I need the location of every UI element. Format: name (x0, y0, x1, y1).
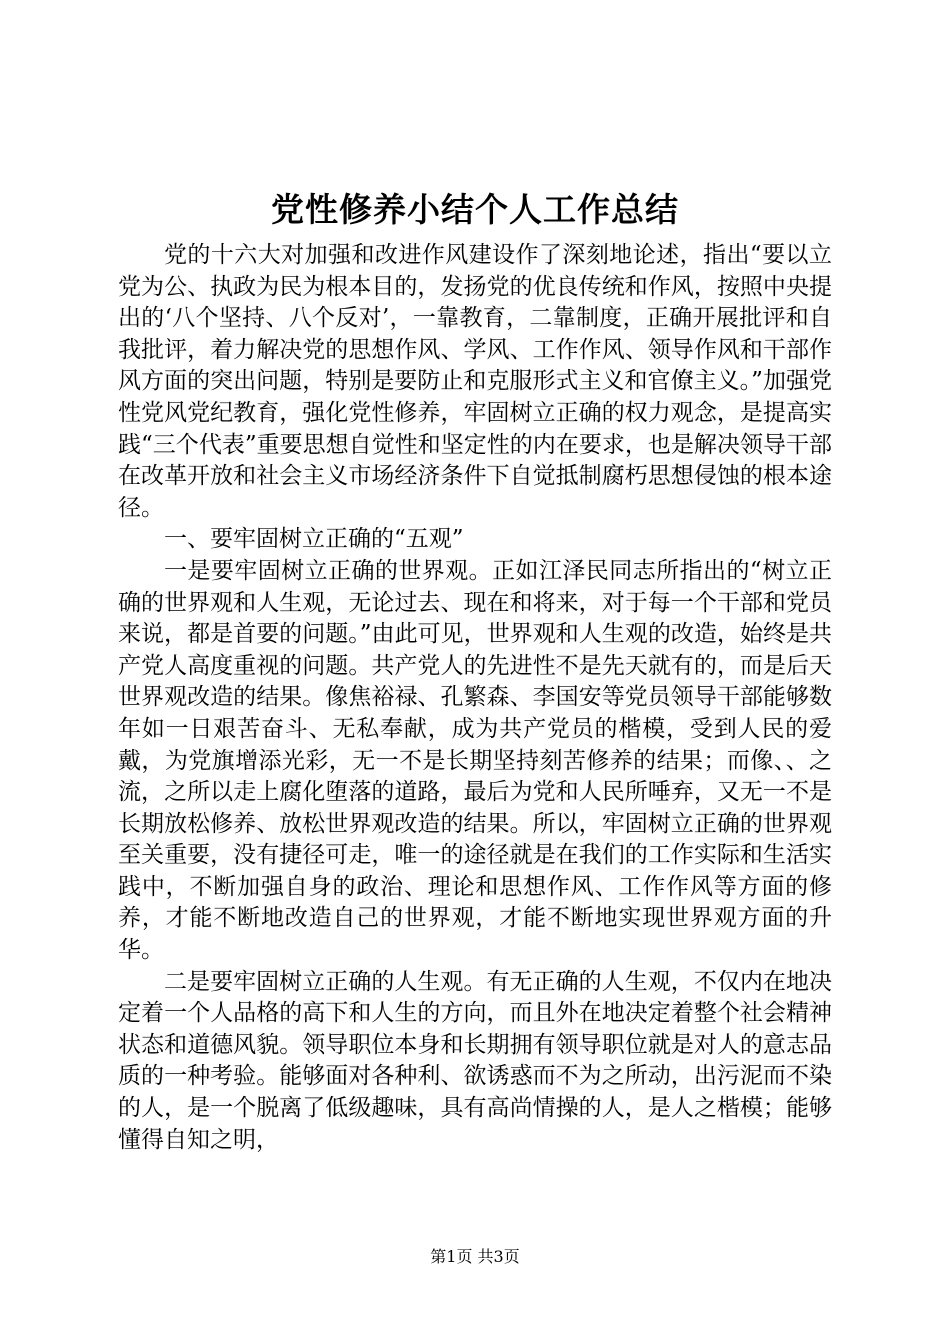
document-title: 党性修养小结个人工作总结 (271, 190, 679, 229)
section-heading-five-views: 一、要牢固树立正确的“五观” (164, 526, 464, 553)
paragraph-life-view: 二是要牢固树立正确的人生观。有无正确的人生观，不仅内在地决定着一个人品格的高下和人生的方向，而且外在地决定着整个社会精神状态和道德风貌。领导职位本身和长期拥有领导职位就是对人的意志品质的一种考验。能够面对各种利、欲诱惑而不为之所动，出污泥而不染的人，是一个脱离了低级趣味，具有高尚情操的人，是人之楷模；能够懂得自知之明， (118, 968, 832, 1153)
paragraph-world-view: 一是要牢固树立正确的世界观。正如江泽民同志所指出的“树立正确的世界观和人生观，无论过去、现在和将来，对于每一个干部和党员来说，都是首要的问题。”由此可见，世界观和人生观的改造，始终是共产党人高度重视的问题。共产党人的先进性不是先天就有的，而是后天世界观改造的结果。像焦裕禄、孔繁森、李国安等党员领导干部能够数年如一日艰苦奋斗、无私奉献，成为共产党员的楷模，受到人民的爱戴，为党旗增添光彩，无一不是长期坚持刻苦修养的结果；而像、、之流，之所以走上腐化堕落的道路，最后为党和人民所唾弃，又无一不是长期放松修养、放松世界观改造的结果。所以，牢固树立正确的世界观至关重要，没有捷径可走，唯一的途径就是在我们的工作实际和生活实践中，不断加强自身的政治、理论和思想作风、工作作风等方面的修养，才能不断地改造自己的世界观，才能不断地实现世界观方面的升华。 (118, 557, 832, 964)
paragraph-intro: 党的十六大对加强和改进作风建设作了深刻地论述，指出“要以立党为公、执政为民为根本目的，发扬党的优良传统和作风，按照中央提出的‘八个坚持、八个反对’，一靠教育，二靠制度，正确开展批评和自我批评，着力解决党的思想作风、学风、工作作风、领导作风和干部作风方面的突出问题，特别是要防止和克服形式主义和官僚主义。”加强党性党风党纪教育，强化党性修养，牢固树立正确的权力观念，是提高实践“三个代表”重要思想自觉性和坚定性的内在要求，也是解决领导干部在改革开放和社会主义市场经济条件下自觉抵制腐朽思想侵蚀的根本途径。 (118, 242, 832, 521)
page-footer: 第1页 共3页 (430, 1247, 520, 1266)
document-body (118, 240, 832, 1156)
